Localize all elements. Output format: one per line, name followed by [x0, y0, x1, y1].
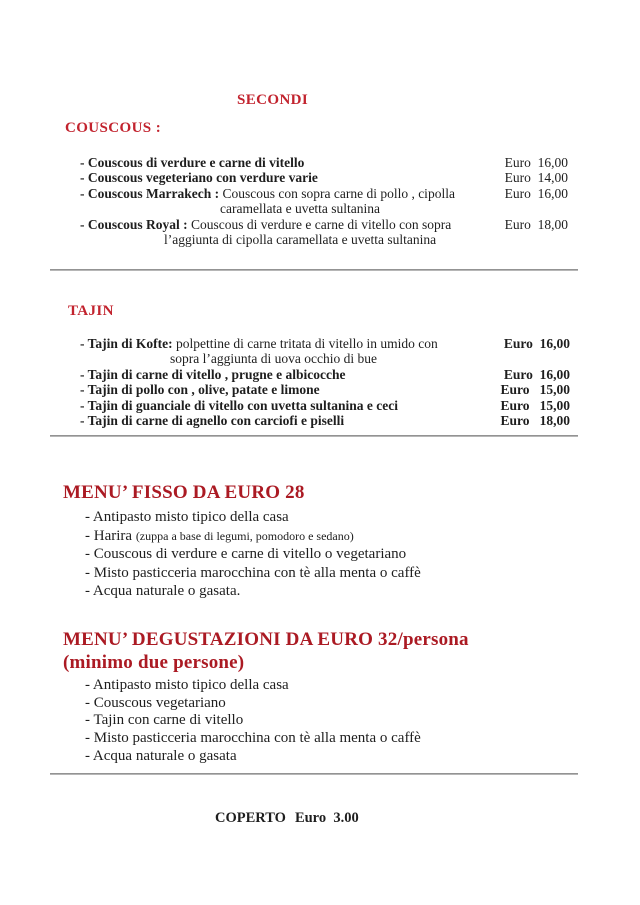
- menu-item: - Acqua naturale o gasata.: [85, 583, 241, 600]
- item-name: - Couscous vegeteriano con verdure varie: [80, 170, 318, 186]
- item-price: Euro 15,00: [500, 382, 570, 398]
- menu-item-row: [80, 367, 570, 382]
- item-price: Euro 18,00: [500, 413, 570, 429]
- item-description: polpettine di carne tritata di vitello in umido con: [176, 336, 438, 351]
- section-heading-tajin: TAJIN: [68, 303, 114, 319]
- item-description-continued: caramellata e uvetta sultanina: [220, 201, 381, 217]
- item-description: Couscous con sopra carne di pollo , cipolla: [222, 185, 455, 201]
- menu-degustazioni-item-list: [85, 677, 421, 766]
- tajin-item-list: [80, 336, 570, 428]
- menu-item-note: (zuppa a base di legumi, pomodoro e sedano): [135, 528, 354, 543]
- item-name: - Couscous Marrakech :: [80, 185, 223, 201]
- item-price: Euro 16,00: [503, 366, 570, 382]
- item-name: - Couscous di verdure e carne di vitello: [80, 155, 305, 170]
- menu-item: - Couscous di verdure e carne di vitello o vegetariano: [85, 546, 407, 563]
- menu-item: - Antipasto misto tipico della casa: [85, 677, 289, 693]
- section-heading-couscous: COUSCOUS :: [65, 120, 162, 136]
- item-description: Couscous di verdure e carne di vitello con sopra: [191, 216, 452, 232]
- coperto-label: COPERTO: [215, 810, 286, 826]
- menu-item-row: [80, 382, 570, 397]
- menu-degustazioni-subheading: (minimo due persone): [63, 652, 245, 673]
- item-price: Euro 15,00: [500, 397, 570, 413]
- menu-item-row: [80, 398, 570, 413]
- item-description-continued: sopra l’aggiunta di uova occhio di bue: [170, 351, 377, 367]
- page-title: SECONDI: [237, 92, 309, 108]
- menu-item-lead: - Harira: [85, 527, 136, 544]
- menu-item-row: [80, 155, 568, 170]
- menu-degustazioni-heading: MENU’ DEGUSTAZIONI DA EURO 32/persona: [63, 629, 469, 650]
- couscous-item-list: [80, 155, 568, 247]
- divider: [50, 435, 578, 437]
- coperto-price: Euro 3.00: [294, 810, 359, 826]
- menu-item-row: [80, 217, 568, 232]
- menu-item-row: [80, 413, 570, 428]
- menu-item-row: [80, 186, 568, 201]
- menu-item-row: [80, 170, 568, 185]
- item-price: Euro 18,00: [504, 216, 568, 232]
- menu-item: - Misto pasticceria marocchina con tè alla menta o caffè: [85, 564, 421, 581]
- menu-item: [85, 527, 421, 546]
- item-name: - Tajin di pollo con , olive, patate e limone: [80, 382, 320, 398]
- menu-item: - Couscous vegetariano: [85, 694, 226, 711]
- menu-item-row: [80, 336, 570, 351]
- item-price: Euro 16,00: [504, 155, 568, 170]
- item-price: Euro 16,00: [503, 336, 570, 351]
- item-name: - Tajin di Kofte:: [80, 336, 177, 351]
- divider: [50, 773, 578, 775]
- menu-fisso-item-list: [85, 508, 421, 601]
- menu-item: - Antipasto misto tipico della casa: [85, 509, 289, 525]
- item-name: - Tajin di carne di vitello , prugne e albicocche: [80, 366, 346, 382]
- item-price: Euro 16,00: [504, 185, 568, 201]
- menu-item: - Acqua naturale o gasata: [85, 747, 237, 764]
- menu-item: - Misto pasticceria marocchina con tè alla menta o caffè: [85, 730, 421, 747]
- item-name: - Tajin di carne di agnello con carciofi e piselli: [80, 413, 345, 429]
- item-name: - Tajin di guanciale di vitello con uvetta sultanina e ceci: [80, 397, 399, 413]
- coperto-line: [215, 810, 359, 827]
- divider: [50, 269, 578, 271]
- menu-fisso-heading: MENU’ FISSO DA EURO 28: [63, 482, 305, 503]
- item-name: - Couscous Royal :: [80, 216, 192, 232]
- menu-item: - Tajin con carne di vitello: [85, 712, 244, 729]
- item-price: Euro 14,00: [504, 170, 568, 186]
- item-description-continued: l’aggiunta di cipolla caramellata e uvetta sultanina: [164, 232, 437, 248]
